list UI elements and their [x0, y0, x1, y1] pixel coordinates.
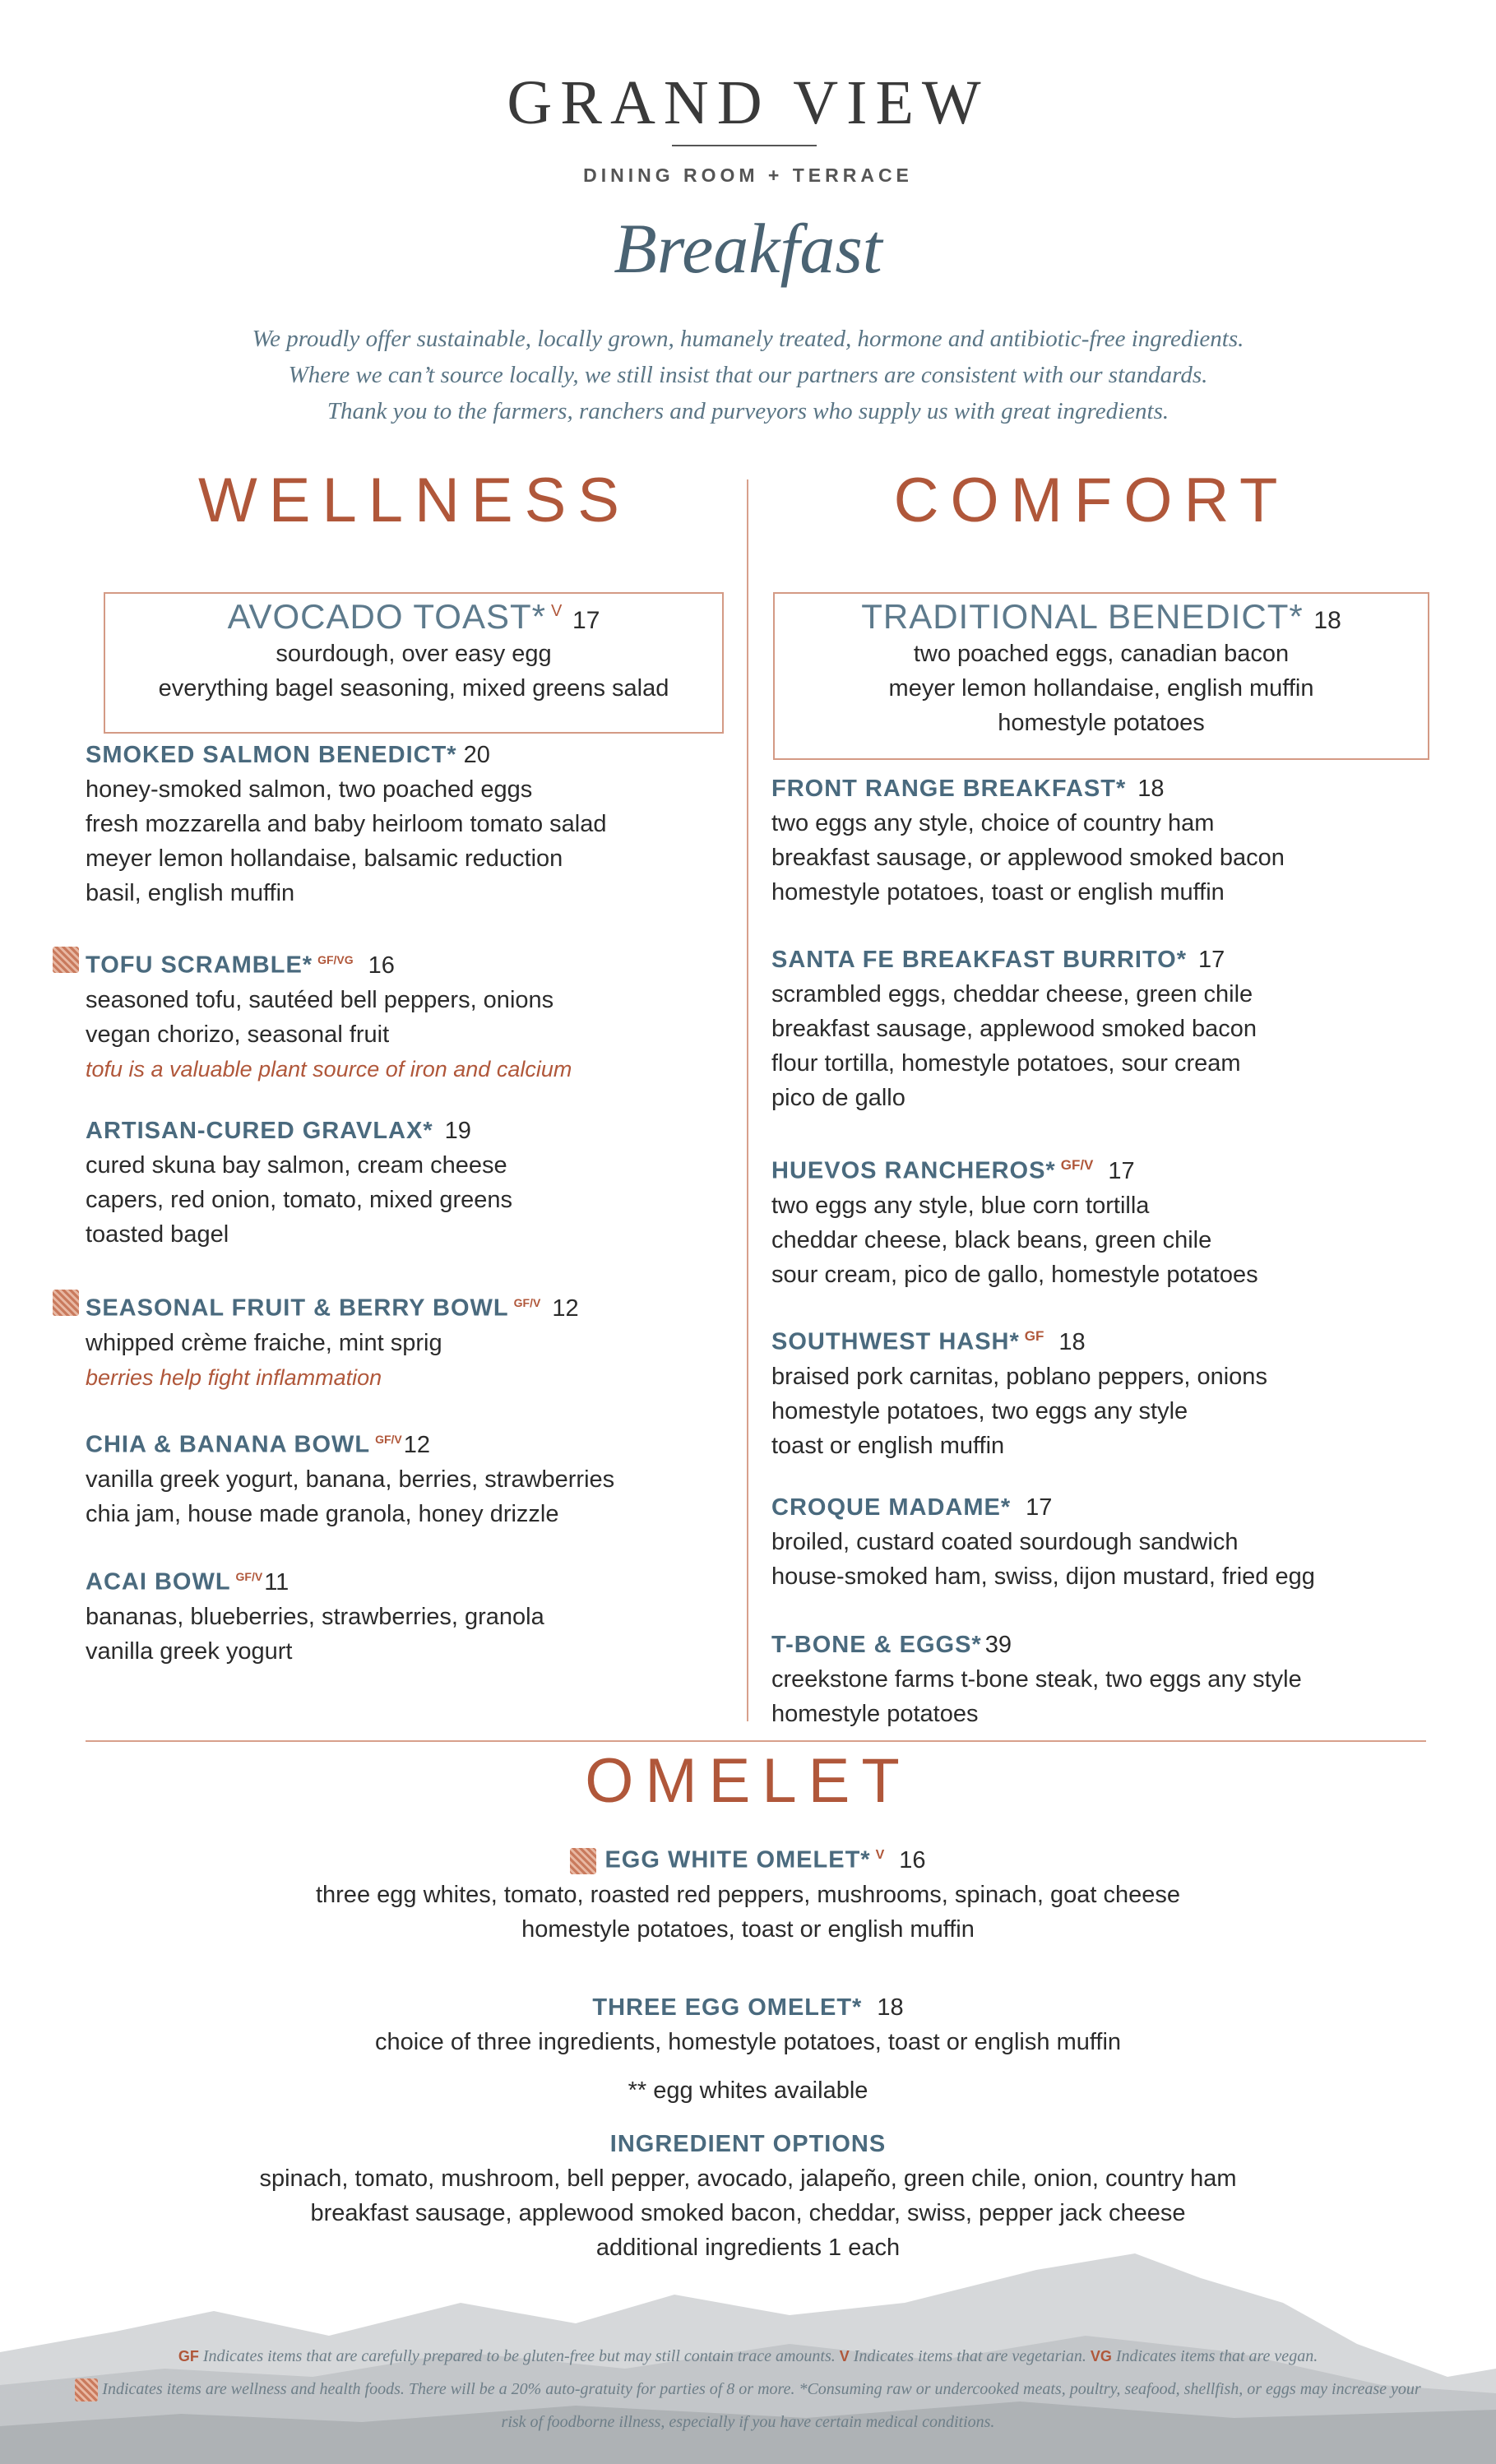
v-label: V	[839, 2348, 850, 2364]
item-price: 12	[552, 1295, 579, 1322]
menu-item	[86, 943, 760, 1086]
menu-item	[771, 1319, 1446, 1463]
column-divider	[747, 479, 748, 1721]
item-name: T-BONE & EGGS*	[771, 1632, 982, 1658]
item-description: homestyle potatoes	[998, 710, 1205, 736]
item-name: SANTA FE BREAKFAST BURRITO*	[771, 947, 1187, 973]
item-description: broiled, custard coated sourdough sandwich	[771, 1529, 1239, 1555]
footer-line	[0, 2373, 1496, 2406]
item-description: bananas, blueberries, strawberries, granola	[86, 1603, 544, 1630]
item-description: capers, red onion, tomato, mixed greens	[86, 1187, 513, 1213]
menu-item-egg-white-omelet	[0, 1838, 1496, 1947]
wellness-icon	[75, 2378, 98, 2401]
menu-item	[771, 943, 1446, 1115]
item-price: 18	[1137, 776, 1165, 802]
featured-item-title	[105, 597, 722, 637]
item-description: whipped crème fraiche, mint sprig	[86, 1329, 442, 1356]
dietary-tag: GF/V	[235, 1570, 263, 1583]
item-description: cured skuna bay salmon, cream cheese	[86, 1152, 507, 1179]
wellness-icon	[53, 1290, 79, 1316]
menu-item	[771, 1148, 1446, 1292]
logo-divider	[672, 145, 817, 146]
ingredient-options-heading: INGREDIENT OPTIONS	[609, 2131, 887, 2157]
wellness-icon	[53, 947, 79, 973]
dietary-tag: GF/V	[513, 1296, 541, 1309]
item-price: 18	[877, 1994, 904, 2021]
vg-label: VG	[1090, 2348, 1112, 2364]
item-description: vanilla greek yogurt, banana, berries, strawberries	[86, 1466, 615, 1493]
menu-item	[771, 1490, 1446, 1594]
menu-title: Breakfast	[614, 209, 882, 288]
item-price: 20	[463, 742, 490, 768]
item-description: creekstone farms t-bone steak, two eggs any style	[771, 1666, 1302, 1693]
ingredient-options	[0, 2127, 1496, 2265]
item-price: 12	[403, 1431, 431, 1458]
item-name: THREE EGG OMELET*	[592, 1994, 863, 2021]
footer-line	[0, 2340, 1496, 2373]
item-name: SOUTHWEST HASH*	[771, 1328, 1020, 1355]
item-description: basil, english muffin	[86, 880, 295, 906]
item-description: toasted bagel	[86, 1221, 229, 1248]
intro-line: Where we can’t source locally, we still insist that our partners are consistent with our standards.	[288, 362, 1208, 388]
ingredient-options-line: breakfast sausage, applewood smoked bacon, cheddar, swiss, pepper jack cheese	[310, 2200, 1186, 2226]
dietary-tag: GF/V	[1060, 1157, 1094, 1173]
item-description: seasoned tofu, sautéed bell peppers, onions	[86, 986, 554, 1013]
item-description: homestyle potatoes	[771, 1701, 979, 1727]
item-price: 17	[1108, 1157, 1135, 1184]
item-description: homestyle potatoes, toast or english muffin	[521, 1915, 975, 1943]
item-name: SEASONAL FRUIT & BERRY BOWL	[86, 1295, 509, 1322]
intro-line: Thank you to the farmers, ranchers and purveyors who supply us with great ingredients.	[327, 398, 1169, 424]
menu-item	[771, 1628, 1446, 1731]
item-description: pico de gallo	[771, 1085, 905, 1111]
item-name: ARTISAN-CURED GRAVLAX*	[86, 1118, 433, 1144]
item-description: honey-smoked salmon, two poached eggs	[86, 776, 533, 803]
item-description: sour cream, pico de gallo, homestyle potatoes	[771, 1261, 1258, 1288]
wellness-text: Indicates items are wellness and health foods. There will be a 20% auto-gratuity for parties of 8 or more. *Consuming raw or undercooked meats, poultry, seafood, shellfish, or eggs may increase your	[102, 2380, 1421, 2398]
item-price: 17	[1026, 1494, 1053, 1521]
menu-item	[86, 1114, 760, 1252]
item-price: 16	[368, 952, 395, 979]
item-name: EGG WHITE OMELET*	[604, 1846, 871, 1873]
item-description: meyer lemon hollandaise, english muffin	[888, 675, 1314, 702]
item-name: TOFU SCRAMBLE*	[86, 952, 313, 979]
v-text: Indicates items that are vegetarian.	[853, 2347, 1086, 2365]
item-name: HUEVOS RANCHEROS*	[771, 1157, 1056, 1184]
vg-text: Indicates items that are vegan.	[1115, 2347, 1318, 2365]
omelet-heading: OMELET	[585, 1746, 911, 1816]
item-price: 19	[444, 1118, 471, 1144]
item-description: vegan chorizo, seasonal fruit	[86, 1021, 390, 1048]
restaurant-logo: GRAND VIEW	[507, 68, 989, 137]
footer-line: risk of foodborne illness, especially if you have certain medical conditions.	[501, 2413, 995, 2431]
item-description: two poached eggs, canadian bacon	[913, 641, 1290, 667]
footer-disclaimer	[0, 2340, 1496, 2439]
item-description: breakfast sausage, applewood smoked bacon	[771, 1016, 1257, 1042]
dietary-tag: GF	[1024, 1328, 1044, 1344]
logo-subtitle: DINING ROOM + TERRACE	[583, 164, 913, 186]
item-price: 39	[984, 1632, 1012, 1658]
item-description: sourdough, over easy egg	[276, 641, 552, 667]
item-description: homestyle potatoes, toast or english muffin	[771, 879, 1225, 905]
item-price: 17	[572, 607, 600, 634]
gf-label: GF	[178, 2348, 199, 2364]
gf-text: Indicates items that are carefully prepared to be gluten-free but may still contain trace amounts.	[202, 2347, 836, 2365]
ingredient-options-line: additional ingredients 1 each	[595, 2235, 901, 2261]
item-description: chia jam, house made granola, honey drizzle	[86, 1500, 559, 1527]
item-description: cheddar cheese, black beans, green chile	[771, 1226, 1212, 1253]
item-name: CHIA & BANANA BOWL	[86, 1431, 371, 1458]
ingredient-options-line: spinach, tomato, mushroom, bell pepper, avocado, jalapeño, green chile, onion, country ham	[259, 2165, 1237, 2192]
menu-item	[86, 1559, 760, 1669]
item-description: everything bagel seasoning, mixed greens salad	[158, 675, 669, 702]
item-price: 11	[264, 1568, 289, 1596]
item-price: 16	[899, 1846, 926, 1873]
item-description: house-smoked ham, swiss, dijon mustard, fried egg	[771, 1563, 1315, 1590]
item-price: 18	[1313, 607, 1341, 634]
item-note: tofu is a valuable plant source of iron and calcium	[86, 1056, 572, 1081]
item-name: AVOCADO TOAST*	[227, 597, 547, 636]
featured-item-avocado-toast	[104, 592, 724, 734]
section-divider	[86, 1740, 1426, 1742]
intro-line: We proudly offer sustainable, locally grown, humanely treated, hormone and antibiotic-free ingredients.	[252, 326, 1244, 352]
dietary-tag: GF/V	[375, 1433, 402, 1446]
menu-item	[771, 771, 1446, 910]
item-description: three egg whites, tomato, roasted red peppers, mushrooms, spinach, goat cheese	[315, 1881, 1181, 1908]
menu-item	[86, 1285, 760, 1395]
item-description: vanilla greek yogurt	[86, 1637, 293, 1665]
item-name: ACAI BOWL	[86, 1568, 231, 1596]
menu-item-three-egg-omelet	[0, 1990, 1496, 2059]
item-description: braised pork carnitas, poblano peppers, onions	[771, 1363, 1267, 1390]
item-description: scrambled eggs, cheddar cheese, green chile	[771, 981, 1253, 1007]
item-description: flour tortilla, homestyle potatoes, sour cream	[771, 1050, 1241, 1077]
item-name: TRADITIONAL BENEDICT*	[861, 597, 1304, 636]
item-name: FRONT RANGE BREAKFAST*	[771, 776, 1127, 802]
item-description: toast or english muffin	[771, 1432, 1005, 1459]
dietary-tag: GF/VG	[317, 953, 354, 966]
wellness-icon	[570, 1848, 596, 1874]
menu-item	[86, 1422, 760, 1531]
comfort-heading: COMFORT	[893, 465, 1290, 535]
item-description: breakfast sausage, or applewood smoked bacon	[771, 845, 1285, 871]
featured-item-traditional-benedict	[773, 592, 1429, 760]
intro-text	[0, 321, 1496, 429]
item-description: two eggs any style, choice of country ham	[771, 810, 1215, 836]
dietary-tag: V	[551, 602, 563, 620]
item-description: meyer lemon hollandaise, balsamic reduction	[86, 845, 563, 872]
item-description: fresh mozzarella and baby heirloom tomato salad	[86, 811, 607, 837]
dietary-tag: V	[875, 1848, 885, 1862]
item-description: homestyle potatoes, two eggs any style	[771, 1397, 1188, 1424]
featured-item-title	[775, 597, 1428, 637]
item-price: 18	[1058, 1328, 1086, 1355]
item-description: two eggs any style, blue corn tortilla	[771, 1192, 1150, 1219]
item-name: SMOKED SALMON BENEDICT*	[86, 742, 457, 768]
item-description: choice of three ingredients, homestyle potatoes, toast or english muffin	[374, 2029, 1122, 2055]
item-price: 17	[1197, 947, 1225, 973]
item-note: berries help fight inflammation	[86, 1364, 382, 1390]
menu-item	[86, 738, 760, 910]
wellness-heading: WELLNESS	[198, 465, 631, 535]
egg-whites-note: ** egg whites available	[628, 2077, 868, 2104]
item-name: CROQUE MADAME*	[771, 1494, 1012, 1521]
